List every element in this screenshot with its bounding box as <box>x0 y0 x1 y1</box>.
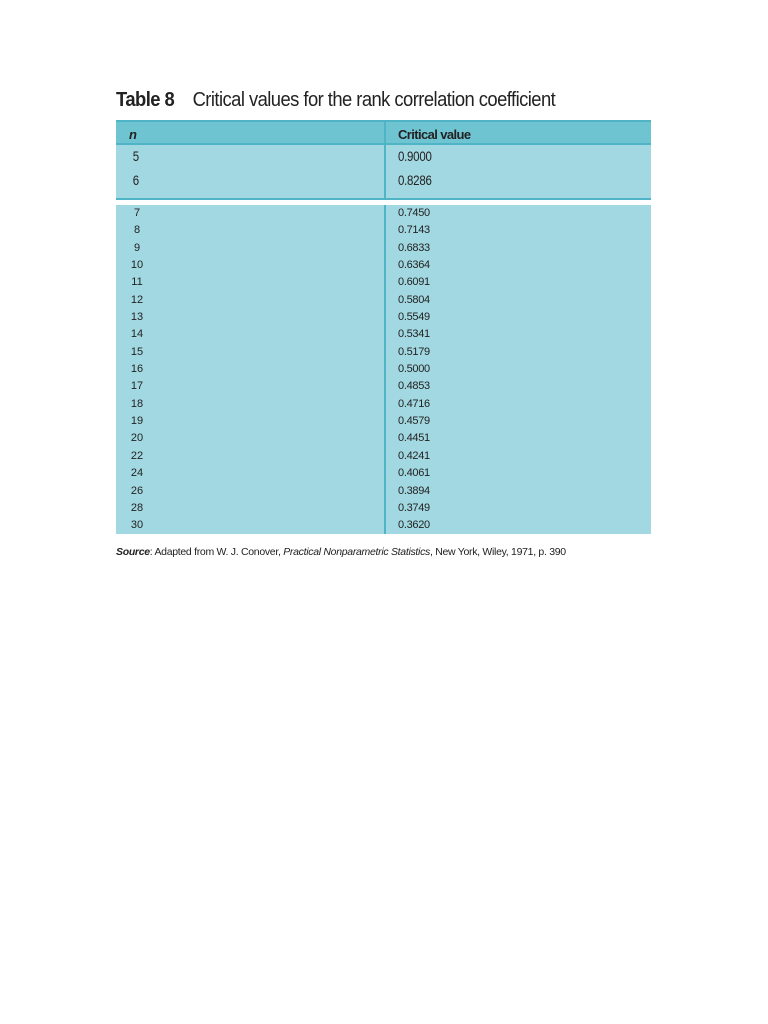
cell-critical-value: 0.3749 <box>398 501 430 514</box>
table-row <box>116 240 651 257</box>
table-row <box>116 292 651 309</box>
cell-n: 26 <box>130 484 144 497</box>
cell-n: 11 <box>131 276 143 289</box>
table-row <box>116 413 651 430</box>
cell-critical-value: 0.9000 <box>398 149 432 164</box>
column-header-critical-value: Critical value <box>398 127 471 142</box>
table-row <box>116 396 651 413</box>
table-row <box>116 465 651 482</box>
table-caption: Critical values for the rank correlation coefficient <box>192 89 556 111</box>
cell-n: 6 <box>132 173 140 188</box>
cell-n: 12 <box>130 293 144 306</box>
cell-critical-value: 0.4241 <box>398 449 430 462</box>
cell-critical-value: 0.4061 <box>398 467 430 480</box>
table-row <box>116 344 651 361</box>
cell-critical-value: 0.5549 <box>398 311 430 324</box>
table-row <box>116 309 651 326</box>
table-row <box>116 274 651 291</box>
column-header-n: n <box>129 127 137 142</box>
cell-n: 17 <box>130 380 144 393</box>
cell-critical-value: 0.5000 <box>398 363 430 376</box>
cell-n: 24 <box>130 467 144 480</box>
cell-n: 8 <box>133 224 141 237</box>
source-text-after: , New York, Wiley, 1971, p. 390 <box>429 546 566 558</box>
table-body-main <box>116 205 651 534</box>
table-row <box>116 483 651 500</box>
table-row <box>116 448 651 465</box>
table-title <box>116 89 555 112</box>
cell-critical-value: 0.8286 <box>398 173 432 188</box>
table-row <box>116 326 651 343</box>
cell-critical-value: 0.4579 <box>398 415 430 428</box>
source-book-title: Practical Nonparametric Statistics <box>283 546 430 558</box>
cell-critical-value: 0.4853 <box>398 380 430 393</box>
table-row <box>116 205 651 222</box>
table-row <box>116 222 651 239</box>
table-row <box>116 145 651 169</box>
table-row <box>116 169 651 193</box>
source-note <box>116 546 566 558</box>
column-divider <box>384 120 386 145</box>
cell-n: 22 <box>130 449 144 462</box>
cell-n: 9 <box>133 241 141 254</box>
cell-critical-value: 0.4451 <box>398 432 430 445</box>
table-row <box>116 517 651 534</box>
cell-critical-value: 0.7450 <box>398 207 430 219</box>
critical-values-table <box>116 120 651 534</box>
cell-n: 15 <box>130 345 144 358</box>
cell-n: 28 <box>130 501 144 514</box>
cell-critical-value: 0.5179 <box>398 345 430 358</box>
cell-critical-value: 0.6091 <box>398 276 430 289</box>
table-row <box>116 257 651 274</box>
cell-n: 30 <box>130 519 144 532</box>
cell-critical-value: 0.7143 <box>398 224 430 237</box>
cell-n: 14 <box>130 328 144 341</box>
cell-critical-value: 0.3894 <box>398 484 430 497</box>
table-row <box>116 378 651 395</box>
table-body-top <box>116 145 651 200</box>
cell-critical-value: 0.5341 <box>398 328 430 341</box>
cell-n: 13 <box>130 311 144 324</box>
source-text-before: : Adapted from W. J. Conover, <box>149 546 284 558</box>
cell-critical-value: 0.5804 <box>398 293 430 306</box>
table-header <box>116 120 651 145</box>
cell-n: 20 <box>130 432 144 445</box>
table-number: Table 8 <box>116 89 175 111</box>
table-row <box>116 430 651 447</box>
cell-n: 18 <box>130 397 144 410</box>
source-label: Source <box>116 546 150 558</box>
cell-n: 5 <box>132 149 140 164</box>
cell-critical-value: 0.6364 <box>398 259 430 272</box>
cell-critical-value: 0.3620 <box>398 519 430 532</box>
cell-n: 19 <box>130 415 144 428</box>
table-row <box>116 500 651 517</box>
cell-critical-value: 0.6833 <box>398 241 430 254</box>
cell-n: 10 <box>130 259 144 272</box>
cell-n: 7 <box>133 207 141 219</box>
cell-critical-value: 0.4716 <box>398 397 430 410</box>
cell-n: 16 <box>130 363 144 376</box>
table-row <box>116 361 651 378</box>
